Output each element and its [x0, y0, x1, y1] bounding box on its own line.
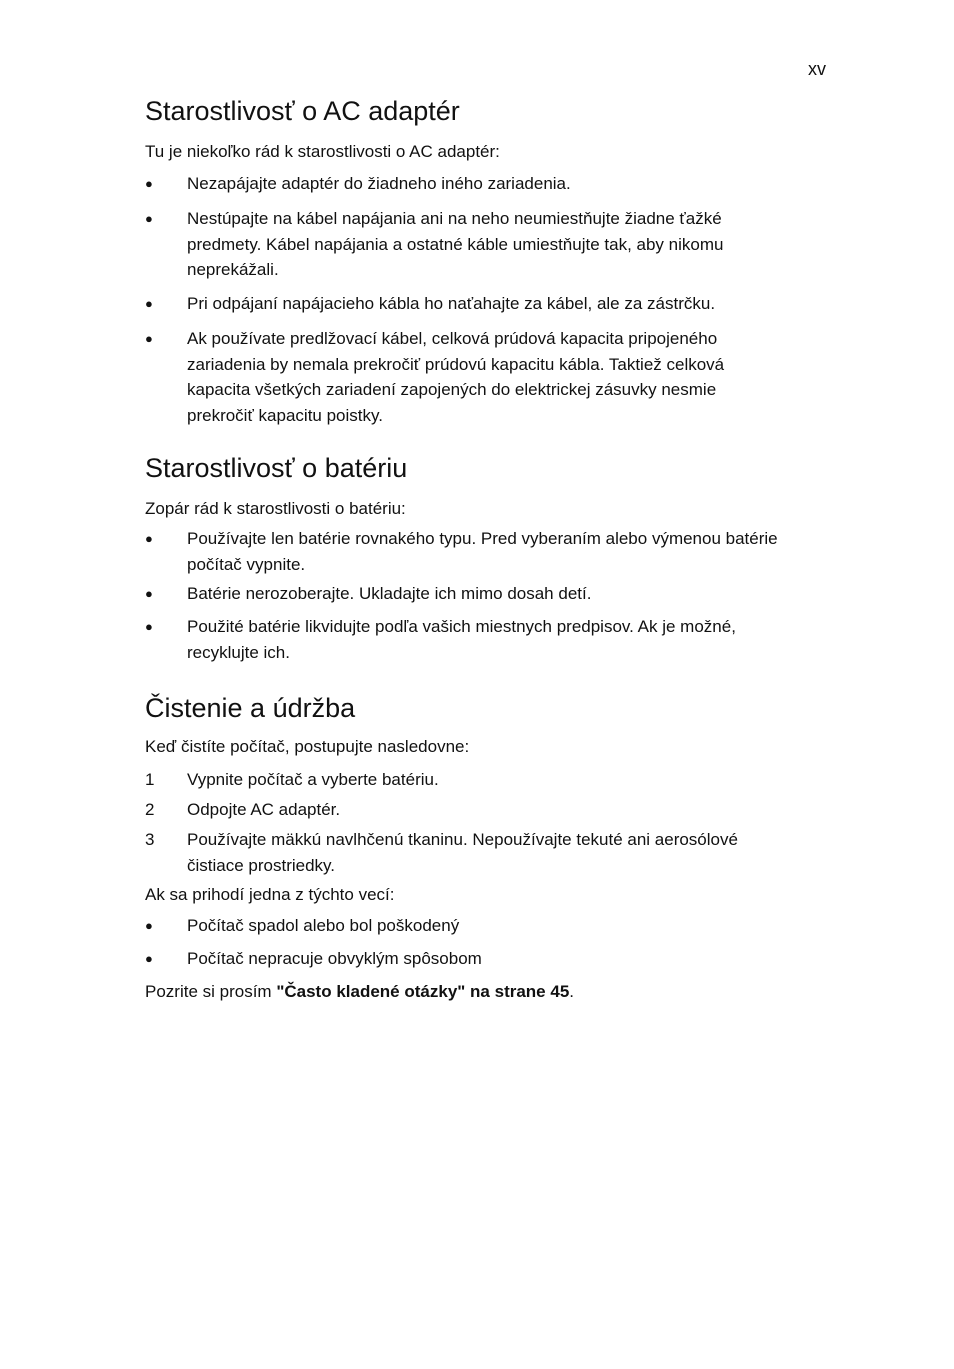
text-line: kapacita všetkých zariadení zapojených do elektrickej zásuvky nesmie [187, 380, 717, 399]
text-line: Odpojte AC adaptér. [187, 800, 341, 819]
text-line: predmety. Kábel napájania a ostatné káble umiestňujte tak, aby nikomu [187, 234, 724, 254]
bullet-icon: ● [145, 531, 153, 546]
text-line: recyklujte ich. [187, 642, 290, 662]
bullet-icon: ● [145, 619, 153, 634]
step-item [187, 797, 832, 823]
text-line: Pri odpájaní napájacieho kábla ho naťahajte za kábel, ale za zástrčku. [187, 294, 716, 313]
list-item [187, 171, 832, 197]
bullet-icon: ● [145, 586, 153, 601]
text-line: neprekážali. [187, 260, 279, 279]
text-line: zariadenia by nemala prekročiť prúdovú kapacitu kábla. Taktiež celková [187, 354, 725, 374]
page-number: xv [808, 59, 826, 79]
see-suffix: . [569, 982, 575, 1001]
see-prefix: Pozrite si prosím [145, 982, 277, 1001]
text-line: Batérie nerozoberajte. Ukladajte ich mimo dosah detí. [187, 584, 592, 603]
list-item [187, 526, 832, 577]
heading-battery: Starostlivosť o batériu [145, 453, 408, 483]
text-line: Počítač spadol alebo bol poškodený [187, 916, 460, 935]
step-item [187, 767, 832, 793]
intro-battery: Zopár rád k starostlivosti o batériu: [145, 499, 406, 518]
bullet-icon: ● [145, 211, 153, 226]
bullet-icon: ● [145, 296, 153, 311]
step-number: 1 [145, 770, 155, 789]
text-line: počítač vypnite. [187, 554, 306, 574]
text-line: Nezapájajte adaptér do žiadneho iného zariadenia. [187, 174, 571, 193]
list-item [187, 614, 832, 665]
text-line: Použité batérie likvidujte podľa vašich miestnych predpisov. Ak je možné, [187, 617, 736, 636]
step-number: 3 [145, 830, 155, 849]
text-line: Vypnite počítač a vyberte batériu. [187, 770, 439, 789]
intro-ac-adapter: Tu je niekoľko rád k starostlivosti o AC adaptér: [145, 142, 500, 161]
heading-ac-adapter: Starostlivosť o AC adaptér [145, 96, 460, 126]
bullet-icon: ● [145, 331, 153, 346]
step-item [187, 827, 832, 878]
list-item [187, 291, 832, 317]
text-line: Používajte mäkkú navlhčenú tkaninu. Nepoužívajte tekuté ani aerosólové [187, 830, 738, 849]
heading-cleaning: Čistenie a údržba [145, 693, 356, 723]
list-item [187, 581, 832, 607]
text-line: čistiace prostriedky. [187, 855, 336, 875]
list-item [187, 946, 832, 972]
if-text: Ak sa prihodí jedna z týchto vecí: [145, 885, 395, 904]
bullet-icon: ● [145, 951, 153, 966]
list-item [187, 326, 832, 428]
intro-cleaning: Keď čistíte počítač, postupujte nasledovne: [145, 737, 470, 756]
text-line: Nestúpajte na kábel napájania ani na neho neumiestňujte žiadne ťažké [187, 209, 722, 228]
text-line: Počítač nepracuje obvyklým spôsobom [187, 949, 482, 968]
list-item [187, 913, 832, 939]
list-item [187, 206, 832, 283]
bullet-icon: ● [145, 176, 153, 191]
text-line: prekročiť kapacitu poistky. [187, 405, 383, 425]
text-line: Ak používate predlžovací kábel, celková prúdová kapacita pripojeného [187, 329, 718, 348]
see-reference [145, 979, 835, 1005]
bullet-icon: ● [145, 918, 153, 933]
text-line: Používajte len batérie rovnakého typu. Pred vyberaním alebo výmenou batérie [187, 529, 778, 548]
faq-link[interactable]: "Často kladené otázky" na strane 45 [276, 982, 570, 1001]
step-number: 2 [145, 800, 155, 819]
